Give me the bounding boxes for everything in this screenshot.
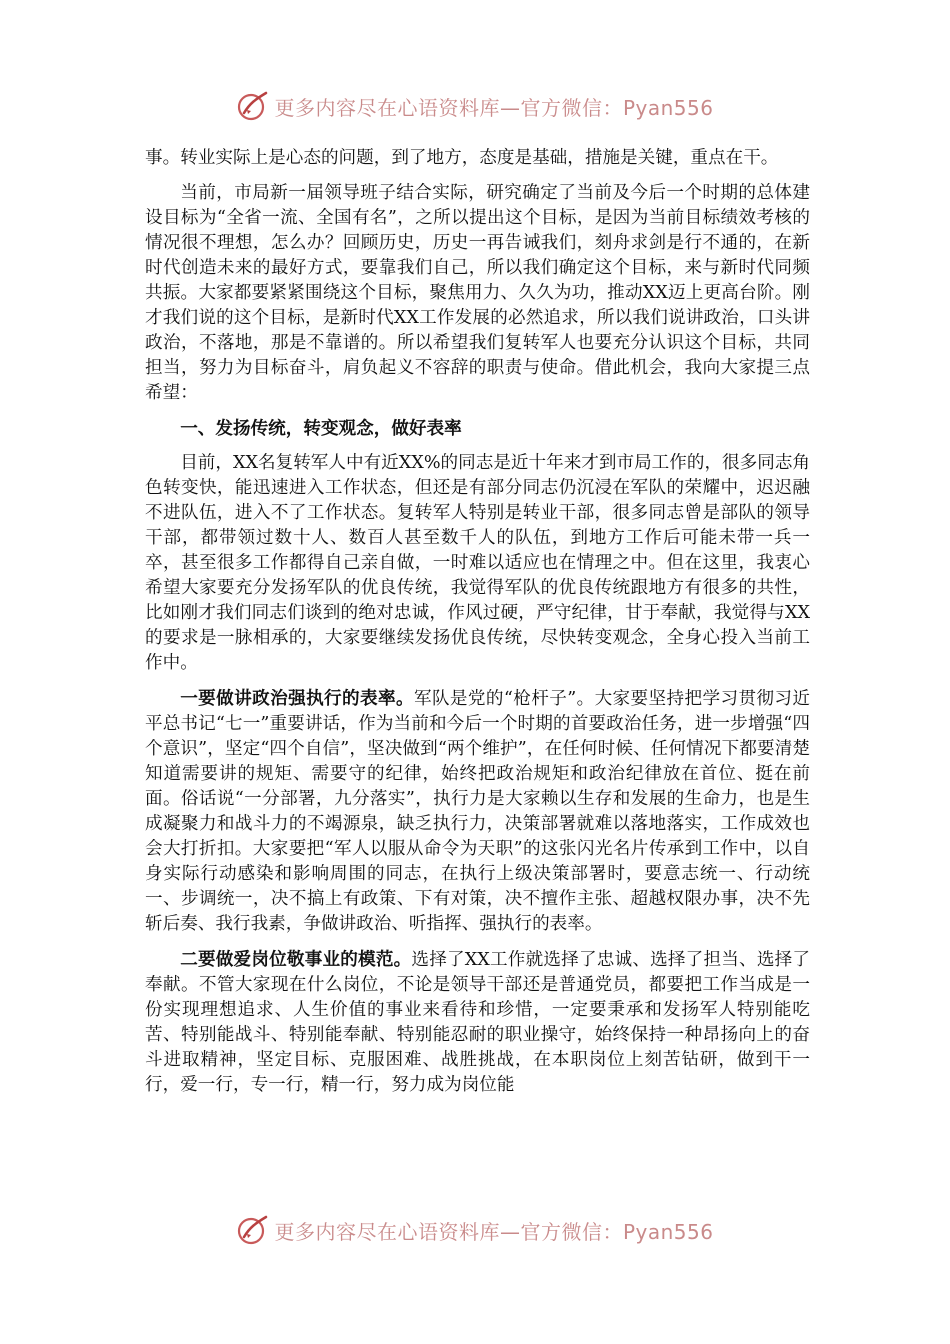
- header-watermark: [0, 86, 950, 126]
- paragraph-goal: 当前，市局新一届领导班子结合实际，研究确定了当前及今后一个时期的总体建设目标为“全省一流、全国有名”，之所以提出这个目标，是因为当前目标绩效考核的情况很不理想，怎么办？回顾历史，历史一再告诫我们，刻舟求剑是行不通的，在新时代创造未来的最好方式，要靠我们自己，所以我们确定这个目标，来与新时代同频共振。大家都要紧紧围绕这个目标，聚焦用力、久久为功，推动XX迈上更高台阶。刚才我们说的这个目标，是新时代XX工作发展的必然追求，所以我们说讲政治，口头讲政治，不落地，那是不靠谱的。所以希望我们复转军人也要充分认识这个目标，共同担当，努力为目标奋斗，肩负起义不容辞的职责与使命。借此机会，我向大家提三点希望：: [145, 183, 810, 403]
- watermark-text: 更多内容尽在心语资料库—官方微信：Pyan556: [274, 1219, 714, 1244]
- footer-watermark: [0, 1210, 950, 1250]
- pen-logo-icon: [236, 1213, 270, 1247]
- paragraph-politics: [145, 686, 810, 937]
- paragraph-tradition: 目前，XX名复转军人中有近XX%的同志是近十年来才到市局工作的，很多同志角色转变快，能迅速进入工作状态，但还是有部分同志仍沉浸在军队的荣耀中，迟迟融不进队伍，进入不了工作状态。复转军人特别是转业干部，很多同志曾是部队的领导干部，都带领过数十人、数百人甚至数千人的队伍，到地方工作后可能未带一兵一卒，甚至很多工作都得自己亲自做，一时难以适应也在情理之中。但在这里，我衷心希望大家要充分发扬军队的优良传统，我觉得军队的优良传统跟地方有很多的共性，比如刚才我们同志们谈到的绝对忠诚，作风过硬，严守纪律，甘于奉献，我觉得与XX的要求是一脉相承的，大家要继续发扬优良传统，尽快转变观念，全身心投入当前工作中。: [145, 453, 811, 673]
- watermark-text: 更多内容尽在心语资料库—官方微信：Pyan556: [274, 95, 714, 120]
- pen-logo-icon: [236, 89, 270, 123]
- paragraph-continued: 事。转业实际上是心态的问题，到了地方，态度是基础，措施是关键，重点在干。: [145, 148, 779, 168]
- paragraph-lead: 一要做讲政治强执行的表率。: [180, 688, 414, 709]
- paragraph-lead: 二要做爱岗位敬事业的模范。: [180, 949, 412, 970]
- paragraph-text: 选择了XX工作就选择了忠诚、选择了担当、选择了奉献。不管大家现在什么岗位，不论是领导干部还是普通党员，都要把工作当成是一份实现理想追求、人生价值的事业来看待和珍惜，一定要秉承和发扬军人特别能吃苦、特别能战斗、特别能奉献、特别能忍耐的职业操守，始终保持一种昂扬向上的奋斗进取精神，坚定目标、克服困难、战胜挑战，在本职岗位上刻苦钻研，做到干一行，爱一行，专一行，精一行，努力成为岗位能: [145, 950, 810, 1095]
- document-body: [145, 146, 810, 1108]
- section-heading-1: 一、发扬传统，转变观念，做好表率: [180, 418, 462, 439]
- paragraph-text: 军队是党的“枪杆子”。大家要坚持把学习贯彻习近平总书记“七一”重要讲话，作为当前和今后一个时期的首要政治任务，进一步增强“四个意识”，坚定“四个自信”，坚决做到“两个维护”，在任何时候、任何情况下都要清楚知道需要讲的规矩、需要守的纪律，始终把政治规矩和政治纪律放在首位、挺在前面。俗话说“一分部署，九分落实”，执行力是大家赖以生存和发展的生命力，也是生成凝聚力和战斗力的不竭源泉，缺乏执行力，决策部署就难以落地落实，工作成效也会大打折扣。大家要把“军人以服从命令为天职”的这张闪光名片传承到工作中，以自身实际行动感染和影响周围的同志，在执行上级决策部署时，要意志统一、行动统一、步调统一，决不搞上有政策、下有对策，决不擅作主张、超越权限办事，决不先斩后奏、我行我素，争做讲政治、听指挥、强执行的表率。: [145, 689, 810, 934]
- paragraph-dedication: [145, 947, 810, 1098]
